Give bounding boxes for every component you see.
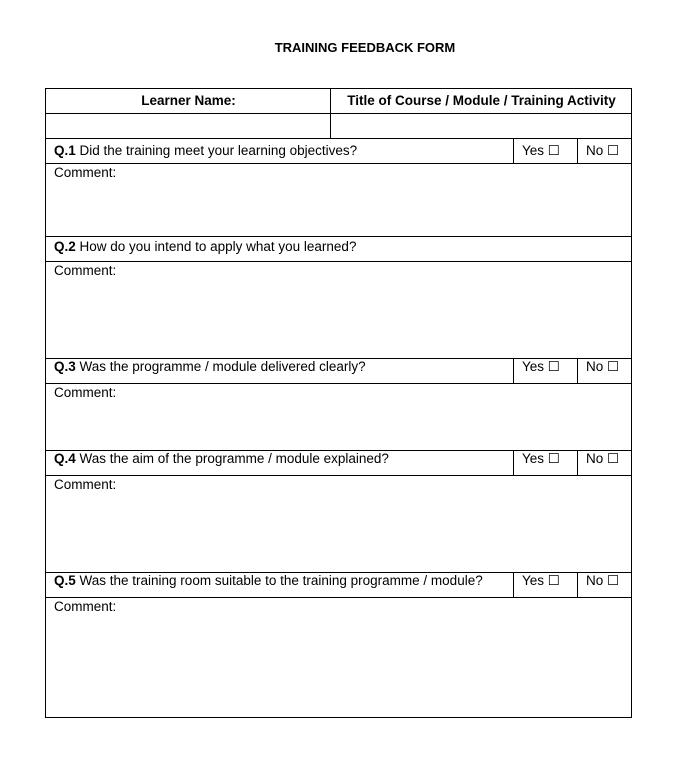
q5-yes-checkbox[interactable]: Yes ☐ [522,573,560,588]
form-title: TRAINING FEEDBACK FORM [274,40,456,55]
course-title-header: Title of Course / Module / Training Activity [347,93,616,108]
q1-no-checkbox[interactable]: No ☐ [586,143,620,158]
learner-name-header: Learner Name: [141,93,236,108]
question-1: Q.1 Did the training meet your learning objectives? [54,143,358,158]
question-4: Q.4 Was the aim of the programme / module explained? [54,451,389,466]
q1-comment[interactable]: Comment: [54,165,117,180]
q1-yes-checkbox[interactable]: Yes ☐ [522,143,560,158]
q4-yes-checkbox[interactable]: Yes ☐ [522,451,560,466]
course-title-field[interactable] [331,114,632,139]
question-2: Q.2 How do you intend to apply what you learned? [54,239,357,254]
feedback-form-table [45,88,632,718]
question-3: Q.3 Was the programme / module delivered clearly? [54,359,366,374]
q3-comment[interactable]: Comment: [54,385,117,400]
q3-no-checkbox[interactable]: No ☐ [586,359,620,374]
q2-comment[interactable]: Comment: [54,263,117,278]
question-5: Q.5 Was the training room suitable to the training programme / module? [54,573,483,588]
q5-no-checkbox[interactable]: No ☐ [586,573,620,588]
q4-no-checkbox[interactable]: No ☐ [586,451,620,466]
q5-comment[interactable]: Comment: [54,599,117,614]
learner-name-field[interactable] [46,114,331,139]
q3-yes-checkbox[interactable]: Yes ☐ [522,359,560,374]
q4-comment[interactable]: Comment: [54,477,117,492]
